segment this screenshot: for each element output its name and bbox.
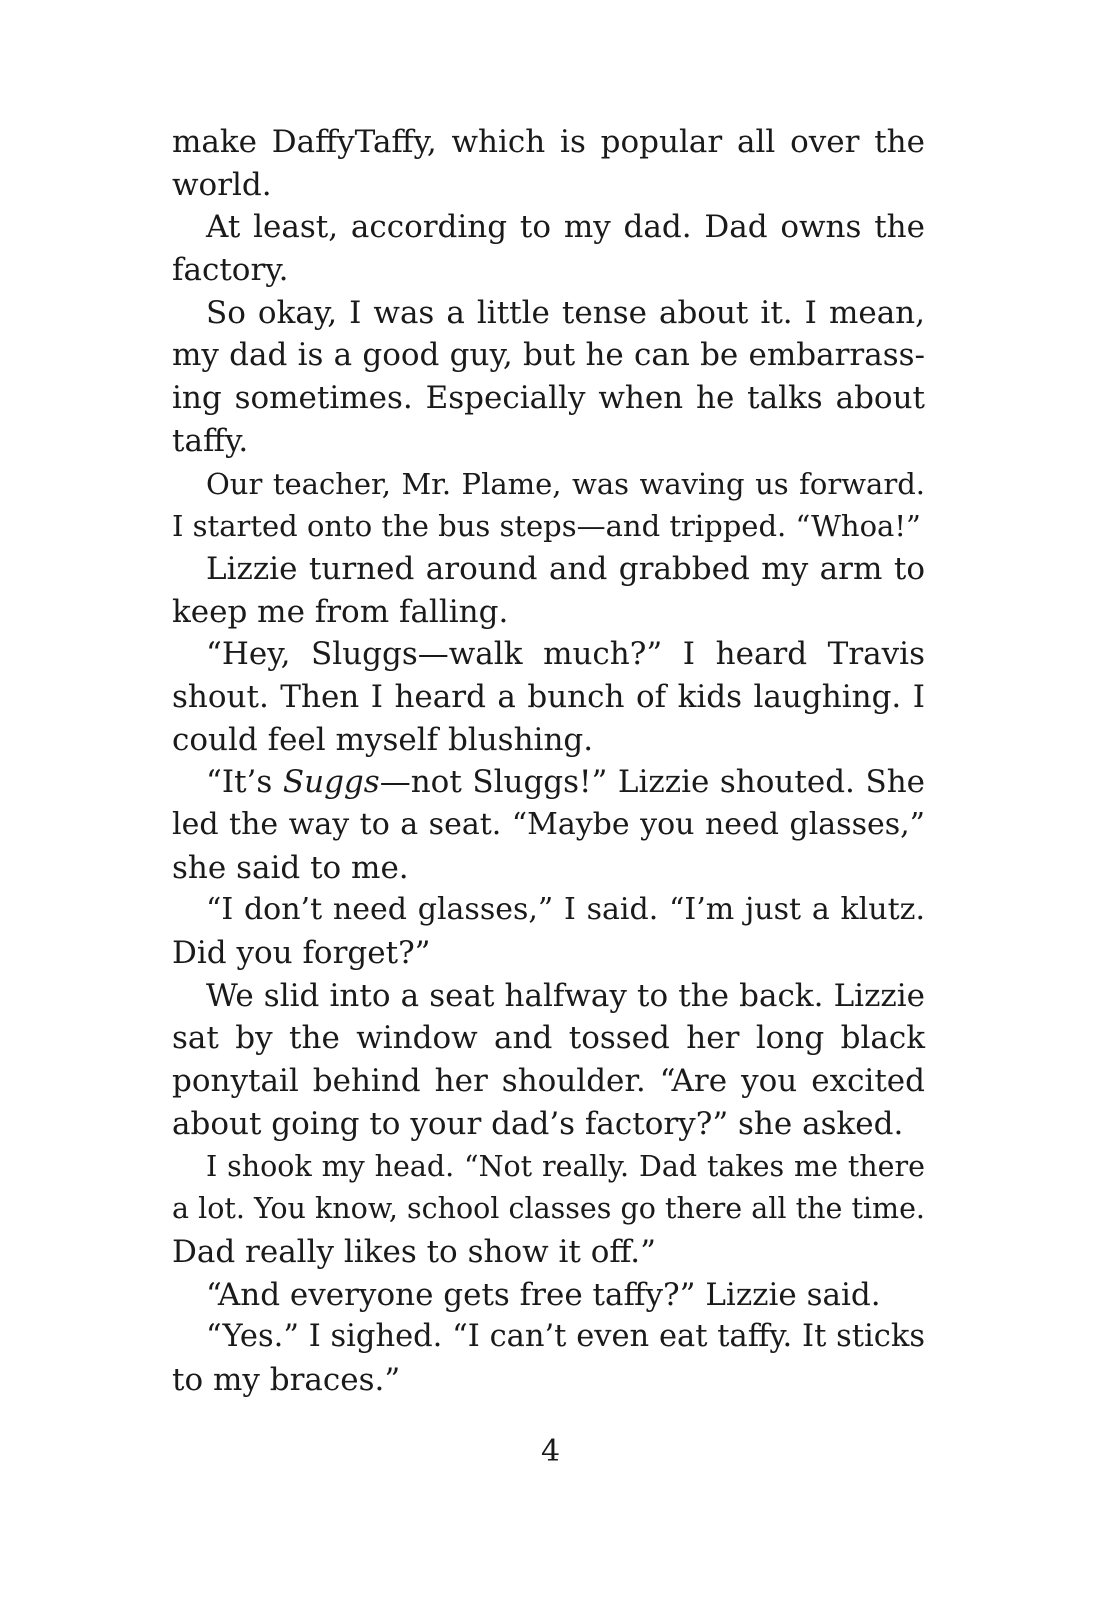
body-text (172, 121, 925, 1402)
text-line: make DaffyTaffy, which is popular all over the (172, 124, 925, 160)
text-segment: —not Sluggs!” Lizzie shouted. She (379, 764, 925, 801)
text-segment: “It’s (206, 764, 283, 801)
text-line: a lot. You know, school classes go there all the time. (172, 1192, 925, 1226)
text-line (172, 761, 925, 804)
text-line: Dad really likes to show it off.” (172, 1233, 657, 1270)
text-line: “I don’t need glasses,” I said. “I’m just a klutz. (206, 892, 925, 928)
page-number: 4 (540, 1434, 561, 1469)
text-line: At least, according to my dad. Dad owns the (206, 209, 925, 246)
text-line: could feel myself blushing. (172, 721, 594, 758)
text-line: about going to your dad’s factory?” she asked. (172, 1105, 904, 1142)
text-line: to my braces.” (172, 1361, 401, 1398)
text-line: world. (172, 166, 272, 203)
text-line: I shook my head. “Not really. Dad takes me there (206, 1149, 925, 1183)
text-line: Our teacher, Mr. Plame, was waving us forward. (206, 466, 925, 501)
text-line: We slid into a seat halfway to the back. Lizzie (206, 977, 925, 1014)
text-line: taffy. (172, 422, 249, 459)
italic-name: Suggs (282, 764, 380, 801)
text-line: ponytail behind her shoulder. “Are you excited (172, 1063, 925, 1100)
text-line: ing sometimes. Especially when he talks about (172, 380, 925, 417)
text-line: Did you forget?” (172, 935, 431, 972)
text-line: led the way to a seat. “Maybe you need glasses,” (172, 807, 925, 842)
text-line: “Hey, Sluggs—walk much?” I heard Travis (206, 636, 925, 673)
text-line: So okay, I was a little tense about it. I mean, (206, 294, 925, 331)
text-line: “Yes.” I sighed. “I can’t even eat taffy. It sticks (206, 1319, 925, 1355)
text-line: I started onto the bus steps—and tripped. “Whoa!” (172, 509, 921, 544)
text-line: shout. Then I heard a bunch of kids laughing. I (172, 678, 925, 715)
text-line: factory. (172, 252, 289, 289)
text-line: my dad is a good guy, but he can be embarrass- (172, 337, 925, 374)
text-line: “And everyone gets free taffy?” Lizzie said. (206, 1276, 881, 1313)
text-line: Lizzie turned around and grabbed my arm to (206, 550, 925, 587)
text-line: keep me from falling. (172, 593, 509, 630)
text-line: she said to me. (172, 849, 409, 886)
text-line: sat by the window and tossed her long black (172, 1020, 925, 1057)
